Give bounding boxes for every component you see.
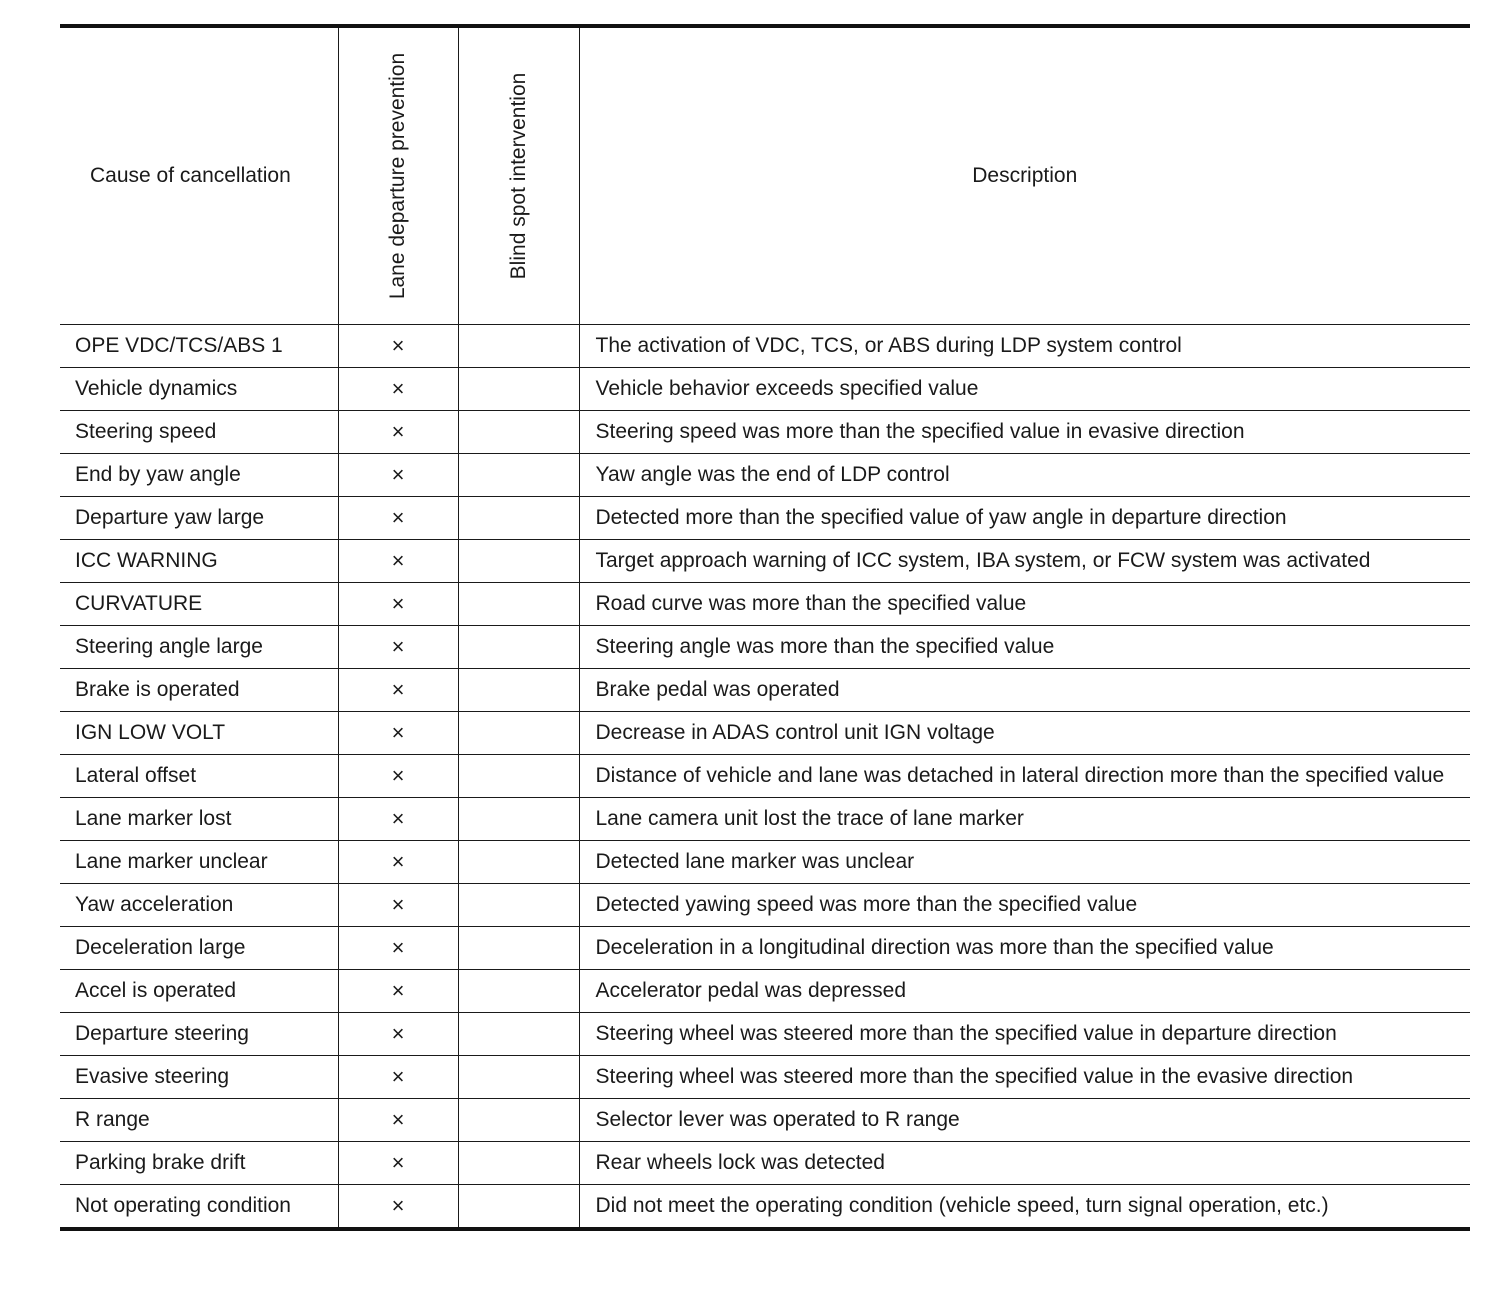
cause-cell: Accel is operated [60,970,338,1013]
description-cell: Detected yawing speed was more than the specified value [579,884,1470,927]
table-row [60,1142,1470,1185]
description-cell: Did not meet the operating condition (vehicle speed, turn signal operation, etc.) [579,1185,1470,1230]
blind-spot-intervention-cell [458,970,579,1013]
table-row [60,712,1470,755]
cause-cell: OPE VDC/TCS/ABS 1 [60,325,338,368]
lane-departure-prevention-cell: × [338,1056,458,1099]
cancellation-cause-table [60,24,1470,1231]
table-row [60,626,1470,669]
blind-spot-intervention-cell [458,841,579,884]
lane-departure-prevention-cell: × [338,1013,458,1056]
description-cell: Steering angle was more than the specified value [579,626,1470,669]
lane-departure-prevention-cell: × [338,1099,458,1142]
table-row [60,454,1470,497]
table-row [60,798,1470,841]
cause-cell: Lane marker lost [60,798,338,841]
table-row [60,540,1470,583]
cause-cell: Evasive steering [60,1056,338,1099]
table-row [60,927,1470,970]
description-cell: Vehicle behavior exceeds specified value [579,368,1470,411]
table-body [60,325,1470,1230]
blind-spot-intervention-cell [458,454,579,497]
cause-cell: Departure yaw large [60,497,338,540]
table-row [60,1056,1470,1099]
blind-spot-intervention-cell [458,1142,579,1185]
description-cell: Yaw angle was the end of LDP control [579,454,1470,497]
description-cell: Target approach warning of ICC system, IBA system, or FCW system was activated [579,540,1470,583]
lane-departure-prevention-cell: × [338,583,458,626]
lane-departure-prevention-cell: × [338,411,458,454]
cause-cell: ICC WARNING [60,540,338,583]
table-row [60,497,1470,540]
blind-spot-intervention-cell [458,540,579,583]
description-cell: Selector lever was operated to R range [579,1099,1470,1142]
cause-cell: End by yaw angle [60,454,338,497]
table-row [60,368,1470,411]
lane-departure-prevention-cell: × [338,798,458,841]
blind-spot-intervention-cell [458,669,579,712]
blind-spot-intervention-cell [458,884,579,927]
blind-spot-intervention-cell [458,368,579,411]
description-cell: Road curve was more than the specified value [579,583,1470,626]
blind-spot-intervention-cell [458,1013,579,1056]
lane-departure-prevention-cell: × [338,540,458,583]
lane-departure-prevention-cell: × [338,626,458,669]
cause-cell: Deceleration large [60,927,338,970]
table-header [60,26,1470,325]
cause-cell: Lane marker unclear [60,841,338,884]
lane-departure-prevention-cell: × [338,841,458,884]
table-row [60,755,1470,798]
blind-spot-intervention-cell [458,755,579,798]
lane-departure-prevention-cell: × [338,712,458,755]
table-row [60,583,1470,626]
blind-spot-intervention-cell [458,927,579,970]
cause-cell: Parking brake drift [60,1142,338,1185]
blind-spot-intervention-cell [458,497,579,540]
table-row [60,970,1470,1013]
cause-cell: Yaw acceleration [60,884,338,927]
blind-spot-intervention-cell [458,1056,579,1099]
description-cell: Steering wheel was steered more than the specified value in the evasive direction [579,1056,1470,1099]
lane-departure-prevention-cell: × [338,497,458,540]
cause-cell: Brake is operated [60,669,338,712]
lane-departure-prevention-cell: × [338,884,458,927]
blind-spot-intervention-cell [458,798,579,841]
lane-departure-prevention-cell: × [338,368,458,411]
header-description: Description [579,26,1470,325]
description-cell: Rear wheels lock was detected [579,1142,1470,1185]
header-blind-spot-intervention [458,26,579,325]
cause-cell: Lateral offset [60,755,338,798]
description-cell: Brake pedal was operated [579,669,1470,712]
cause-cell: IGN LOW VOLT [60,712,338,755]
table-row [60,411,1470,454]
lane-departure-prevention-cell: × [338,669,458,712]
cause-cell: Not operating condition [60,1185,338,1230]
description-cell: Deceleration in a longitudinal direction was more than the specified value [579,927,1470,970]
description-cell: Detected lane marker was unclear [579,841,1470,884]
blind-spot-intervention-cell [458,712,579,755]
header-row [60,26,1470,325]
cause-cell: R range [60,1099,338,1142]
header-lane-departure-prevention-label: Lane departure prevention [386,52,409,300]
table-row [60,1185,1470,1230]
cause-cell: Vehicle dynamics [60,368,338,411]
table-row [60,841,1470,884]
lane-departure-prevention-cell: × [338,454,458,497]
lane-departure-prevention-cell: × [338,755,458,798]
lane-departure-prevention-cell: × [338,1185,458,1230]
table-row [60,325,1470,368]
description-cell: Accelerator pedal was depressed [579,970,1470,1013]
blind-spot-intervention-cell [458,325,579,368]
blind-spot-intervention-cell [458,583,579,626]
description-cell: Decrease in ADAS control unit IGN voltage [579,712,1470,755]
description-cell: Lane camera unit lost the trace of lane marker [579,798,1470,841]
cause-cell: CURVATURE [60,583,338,626]
header-lane-departure-prevention [338,26,458,325]
description-cell: Distance of vehicle and lane was detached in lateral direction more than the specified value [579,755,1470,798]
header-cause-of-cancellation: Cause of cancellation [60,26,338,325]
lane-departure-prevention-cell: × [338,1142,458,1185]
description-cell: Detected more than the specified value of yaw angle in departure direction [579,497,1470,540]
cause-cell: Steering angle large [60,626,338,669]
description-cell: Steering speed was more than the specified value in evasive direction [579,411,1470,454]
blind-spot-intervention-cell [458,1099,579,1142]
description-cell: Steering wheel was steered more than the specified value in departure direction [579,1013,1470,1056]
lane-departure-prevention-cell: × [338,325,458,368]
blind-spot-intervention-cell [458,411,579,454]
table-row [60,1013,1470,1056]
header-blind-spot-intervention-label: Blind spot intervention [506,72,530,280]
table-row [60,669,1470,712]
table-row [60,1099,1470,1142]
cause-cell: Steering speed [60,411,338,454]
table-row [60,884,1470,927]
blind-spot-intervention-cell [458,1185,579,1230]
lane-departure-prevention-cell: × [338,970,458,1013]
description-cell: The activation of VDC, TCS, or ABS during LDP system control [579,325,1470,368]
blind-spot-intervention-cell [458,626,579,669]
cause-cell: Departure steering [60,1013,338,1056]
lane-departure-prevention-cell: × [338,927,458,970]
